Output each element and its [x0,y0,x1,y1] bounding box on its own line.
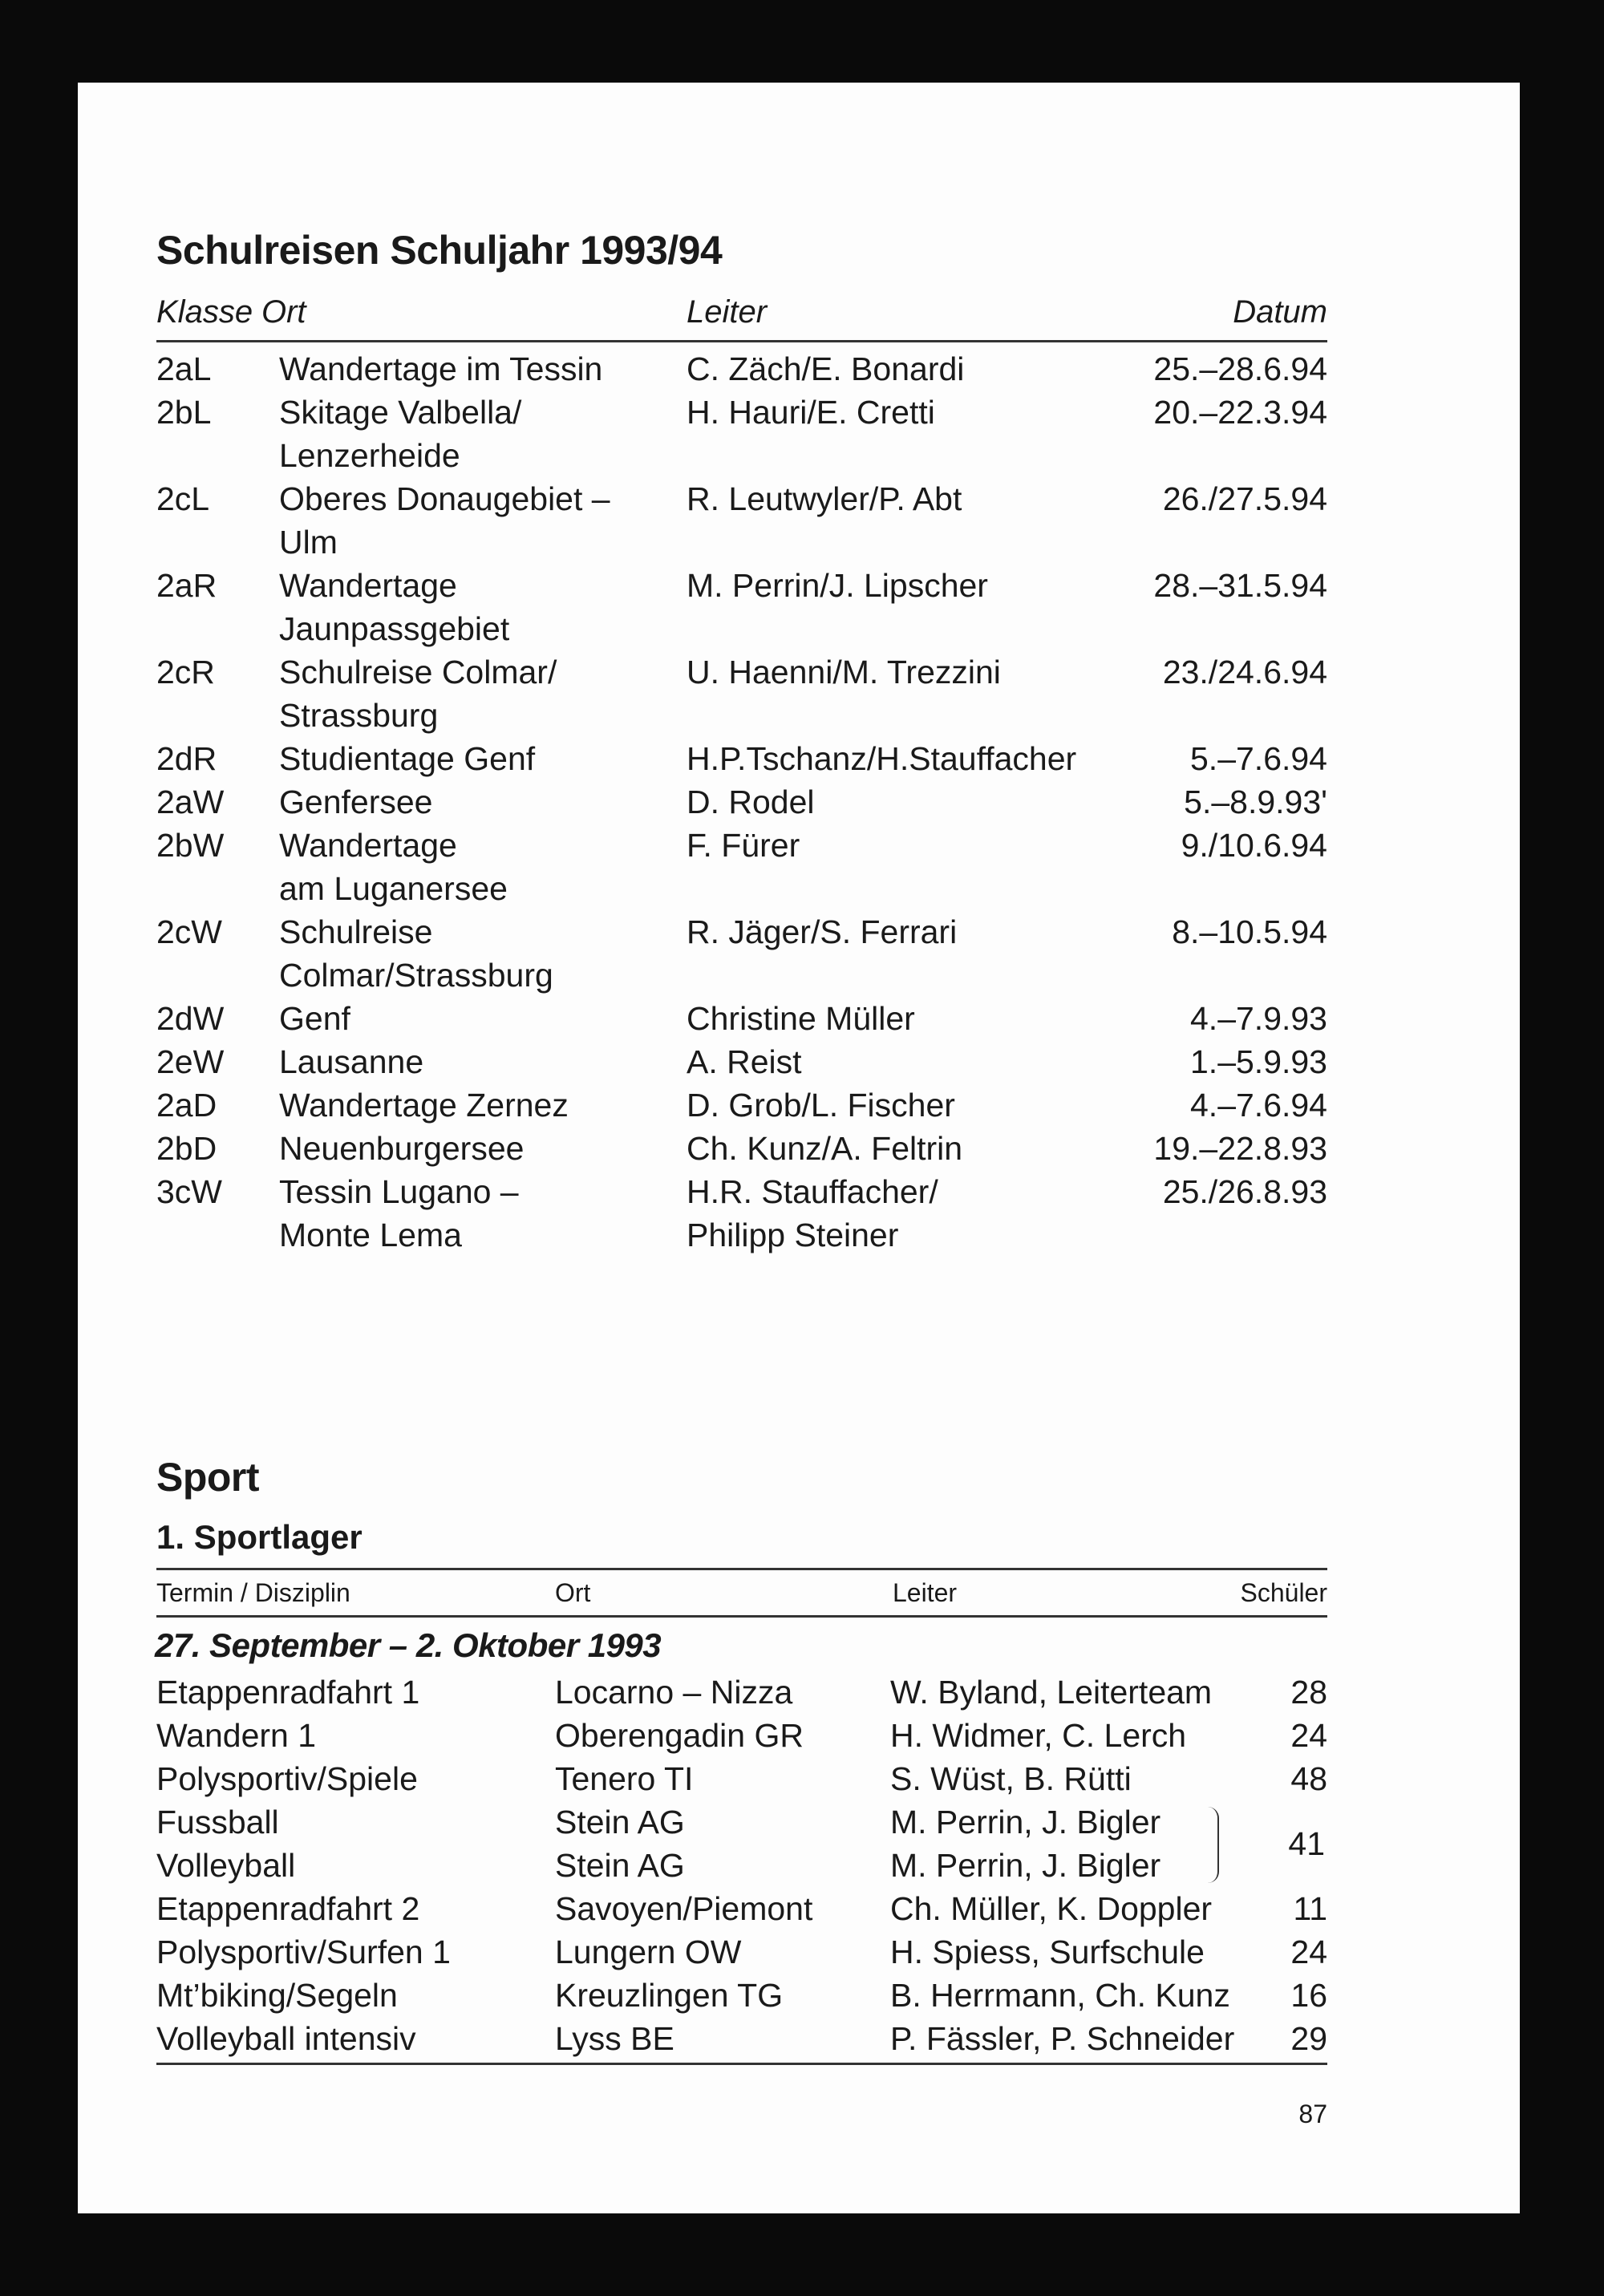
cell-ort: Kreuzlingen TG [555,1977,784,2014]
cell-ort: Schulreise [279,913,433,950]
cell-leiter: D. Rodel [687,784,815,820]
cell-datum: 8.–10.5.94 [1172,913,1327,950]
cell-leiter: S. Wüst, B. Rütti [890,1760,1132,1797]
cell-ort: Wandertage [279,567,457,604]
cell-ort: Lungern OW [555,1934,742,1970]
cell-ort: Savoyen/Piemont [555,1890,813,1927]
cell-klasse: 2cL [156,480,210,517]
column-header-leiter: Leiter [893,1578,958,1607]
cell-klasse: 2bD [156,1130,217,1167]
cell-schueler: 28 [1290,1674,1327,1711]
cell-leiter: R. Jäger/S. Ferrari [687,913,958,950]
cell-datum: 1.–5.9.93 [1190,1043,1327,1080]
cell-ort: Oberes Donaugebiet – [279,480,610,517]
cell-ort: Lyss BE [555,2020,674,2057]
cell-ort: Skitage Valbella/ [279,394,522,431]
sport-top-rule [156,1568,1327,1570]
section-title-sport: Sport [156,1455,260,1500]
cell-disziplin: Polysportiv/Spiele [156,1760,418,1797]
cell-ort: Schulreise Colmar/ [279,654,557,690]
cell-klasse: 2aR [156,567,217,604]
cell-leiter: U. Haenni/M. Trezzini [687,654,1001,690]
cell-klasse: 2aL [156,350,212,387]
cell-klasse: 3cW [156,1173,222,1210]
cell-leiter: W. Byland, Leiterteam [890,1674,1213,1711]
cell-ort: Wandertage im Tessin [279,350,603,387]
cell-ort: Lenzerheide [279,437,460,474]
cell-datum: 5.–8.9.93' [1184,784,1327,820]
column-header-termin: Termin / Disziplin [156,1578,350,1607]
cell-ort: Locarno – Nizza [555,1674,793,1711]
cell-leiter: H. Hauri/E. Cretti [687,394,935,431]
cell-disziplin: Etappenradfahrt 1 [156,1674,420,1711]
cell-ort: Monte Lema [279,1217,462,1253]
cell-datum: 20.–22.3.94 [1153,394,1327,431]
cell-ort: Tessin Lugano – [279,1173,519,1210]
cell-klasse: 2dW [156,1000,225,1037]
cell-ort: Jaunpassgebiet [279,610,510,647]
column-header-klasse: Klasse [156,294,253,330]
header-rule [156,340,1327,342]
column-header-ort: Ort [555,1578,591,1607]
section-title-schulreisen: Schulreisen Schuljahr 1993/94 [156,228,723,273]
cell-leiter: Ch. Kunz/A. Feltrin [687,1130,963,1167]
cell-leiter: H.P.Tschanz/H.Stauffacher [687,740,1077,777]
cell-schueler: 48 [1290,1760,1327,1797]
cell-schueler: 29 [1290,2020,1327,2057]
cell-ort: Stein AG [555,1847,685,1884]
cell-leiter: P. Fässler, P. Schneider [890,2020,1235,2057]
sport-header-rule [156,1615,1327,1618]
cell-disziplin: Etappenradfahrt 2 [156,1890,420,1927]
cell-leiter: D. Grob/L. Fischer [687,1087,955,1124]
subsection-title-sportlager: 1. Sportlager [156,1518,363,1556]
cell-datum: 4.–7.9.93 [1190,1000,1327,1037]
cell-klasse: 2cR [156,654,215,690]
cell-leiter: Christine Müller [687,1000,915,1037]
cell-disziplin: Volleyball intensiv [156,2020,416,2057]
cell-schueler: 24 [1290,1934,1327,1970]
cell-datum: 26./27.5.94 [1162,480,1327,517]
cell-klasse: 2aW [156,784,225,820]
cell-ort: Wandertage Zernez [279,1087,569,1124]
column-header-leiter: Leiter [687,294,768,330]
cell-datum: 25./26.8.93 [1162,1173,1327,1210]
cell-klasse: 2eW [156,1043,225,1080]
cell-ort: Genf [279,1000,350,1037]
cell-leiter: M. Perrin, J. Bigler [890,1847,1161,1884]
column-header-ort: Ort [261,294,306,330]
cell-ort: Genfersee [279,784,433,820]
cell-klasse: 2bL [156,394,212,431]
cell-ort: Strassburg [279,697,439,734]
cell-ort: Wandertage [279,827,457,864]
cell-schueler: 11 [1293,1890,1327,1927]
cell-leiter: F. Fürer [687,827,800,864]
cell-leiter: M. Perrin/J. Lipscher [687,567,988,604]
cell-ort: Studientage Genf [279,740,536,777]
cell-datum: 28.–31.5.94 [1153,567,1327,604]
cell-ort: Ulm [279,524,338,561]
cell-datum: 19.–22.8.93 [1153,1130,1327,1167]
column-header-schueler: Schüler [1240,1578,1327,1607]
cell-klasse: 2bW [156,827,225,864]
cell-leiter: R. Leutwyler/P. Abt [687,480,962,517]
cell-klasse: 2cW [156,913,222,950]
grouping-brace-icon [1206,1807,1219,1883]
cell-ort: Lausanne [279,1043,424,1080]
cell-klasse: 2dR [156,740,217,777]
cell-datum: 25.–28.6.94 [1153,350,1327,387]
cell-leiter: Philipp Steiner [687,1217,899,1253]
cell-leiter: H. Widmer, C. Lerch [890,1717,1187,1754]
cell-leiter: H.R. Stauffacher/ [687,1173,938,1210]
cell-datum: 5.–7.6.94 [1190,740,1327,777]
cell-schueler: 16 [1290,1977,1327,2014]
page-number: 87 [1298,2100,1327,2128]
cell-datum: 23./24.6.94 [1162,654,1327,690]
cell-ort: Neuenburgersee [279,1130,525,1167]
cell-disziplin: Polysportiv/Surfen 1 [156,1934,451,1970]
cell-ort: am Luganersee [279,870,508,907]
cell-leiter: M. Perrin, J. Bigler [890,1804,1161,1840]
date-group-heading: 27. September – 2. Oktober 1993 [155,1626,662,1664]
cell-leiter: C. Zäch/E. Bonardi [687,350,965,387]
cell-disziplin: Volleyball [156,1847,296,1884]
cell-datum: 4.–7.6.94 [1190,1087,1327,1124]
cell-datum: 9./10.6.94 [1181,827,1327,864]
column-header-datum: Datum [1233,294,1327,330]
grouped-count: 41 [1288,1825,1325,1862]
cell-ort: Colmar/Strassburg [279,957,553,994]
cell-disziplin: Mt’biking/Segeln [156,1977,398,2014]
cell-ort: Oberengadin GR [555,1717,804,1754]
cell-leiter: H. Spiess, Surfschule [890,1934,1205,1970]
cell-ort: Stein AG [555,1804,685,1840]
cell-leiter: A. Reist [687,1043,802,1080]
cell-leiter: Ch. Müller, K. Doppler [890,1890,1213,1927]
cell-ort: Tenero TI [555,1760,694,1797]
cell-disziplin: Fussball [156,1804,279,1840]
cell-klasse: 2aD [156,1087,217,1124]
cell-schueler: 24 [1290,1717,1327,1754]
sport-bottom-rule [156,2063,1327,2065]
cell-leiter: B. Herrmann, Ch. Kunz [890,1977,1230,2014]
cell-disziplin: Wandern 1 [156,1717,317,1754]
